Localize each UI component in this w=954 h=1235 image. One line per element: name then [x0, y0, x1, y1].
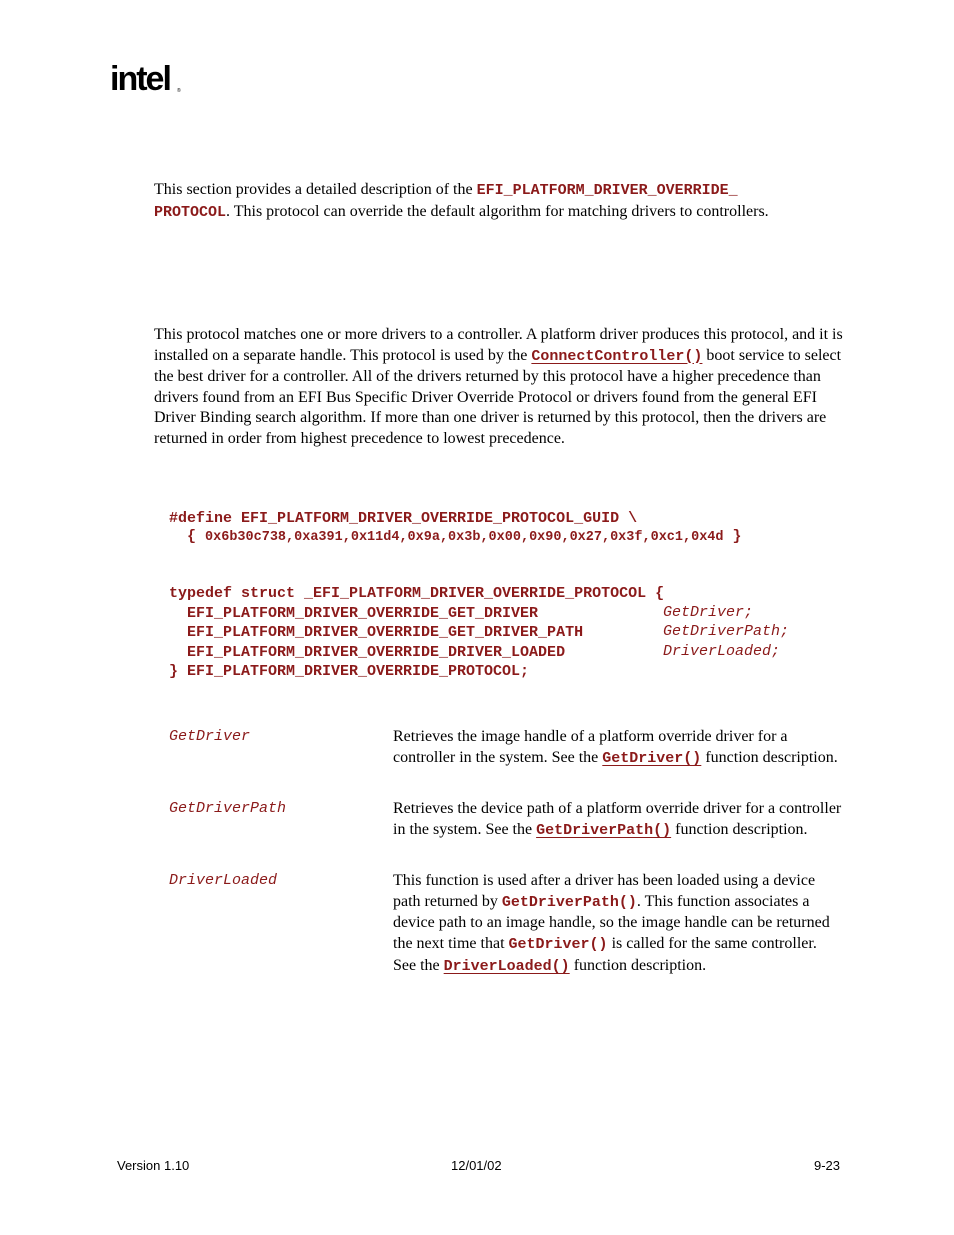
struct-member-name: GetDriver; — [663, 604, 754, 621]
svg-text:®: ® — [177, 88, 181, 94]
param-desc-text: function description. — [701, 748, 838, 766]
intro-text-end: . This protocol can override the default algorithm for matching drivers to controllers. — [226, 202, 769, 220]
getdriverpath-code: GetDriverPath() — [501, 893, 637, 911]
param-desc-getdriver — [393, 727, 843, 769]
summary-text-end: boot service to select the best driver for a controller. All of the drivers returned by this protocol have a higher precedence than drivers found from an EFI Bus Specific Driver Override Protocol or drivers found from the general EFI Driver Binding search algorithm. If more than one driver is returned by this protocol, then the drivers are returned in order from highest precedence to lowest precedence. — [154, 346, 842, 447]
getdriver-link[interactable]: GetDriver() — [602, 749, 702, 767]
param-desc-getdriverpath — [393, 799, 843, 841]
param-term-driverloaded: DriverLoaded — [169, 872, 278, 889]
footer-page-number: 9-23 — [814, 1158, 841, 1173]
summary-paragraph — [154, 325, 854, 449]
param-term-getdriverpath: GetDriverPath — [169, 800, 287, 817]
guid-close-brace: } — [723, 528, 742, 545]
svg-text:intel: intel — [110, 60, 170, 98]
param-desc-driverloaded — [393, 871, 843, 978]
param-term-getdriver: GetDriver — [169, 728, 251, 745]
guid-open-brace: { — [169, 528, 206, 545]
struct-member-name: DriverLoaded; — [663, 643, 781, 660]
struct-close-line: } EFI_PLATFORM_DRIVER_OVERRIDE_PROTOCOL; — [169, 663, 530, 680]
summary-text: This protocol matches one or more drivers to a controller. A platform driver produces this protocol, and it is installed on a separate handle. This protocol is used by the — [154, 326, 843, 364]
guid-define-line: #define EFI_PLATFORM_DRIVER_OVERRIDE_PROTOCOL_GUID \ — [169, 510, 638, 527]
guid-values: 0x6b30c738,0xa391,0x11d4,0x9a,0x3b,0x00,0x90,0x27,0x3f,0xc1,0x4d — [205, 530, 724, 545]
intro-text: This section provides a detailed description of the — [154, 181, 477, 198]
driverloaded-link[interactable]: DriverLoaded() — [443, 957, 570, 975]
guid-values-line — [169, 527, 742, 548]
param-desc-text: . This function associates a device path to an image handle, so the image handle can be returned the next time that — [393, 892, 830, 953]
intro-paragraph — [154, 180, 854, 223]
param-desc-text: is called for the same controller. See the — [393, 935, 817, 974]
struct-member-name: GetDriverPath; — [663, 623, 790, 640]
getdriverpath-link[interactable]: GetDriverPath() — [536, 821, 672, 839]
footer-version: Version 1.10 — [117, 1158, 190, 1173]
footer-date: 12/01/02 — [451, 1158, 502, 1173]
param-desc-text: function description. — [569, 956, 707, 974]
getdriver-code: GetDriver() — [508, 936, 608, 954]
param-desc-text: This function is used after a driver has been loaded using a device path returned by — [393, 872, 816, 910]
intel-logo — [110, 58, 182, 105]
protocol-name-part2: PROTOCOL — [154, 203, 227, 221]
param-desc-text: function description. — [671, 820, 808, 838]
connectcontroller-link[interactable]: ConnectController() — [531, 347, 703, 365]
struct-member-type: EFI_PLATFORM_DRIVER_OVERRIDE_GET_DRIVER_PATH — [169, 624, 584, 641]
param-desc-text: Retrieves the image handle of a platform override driver for a controller in the system. See the — [393, 728, 788, 766]
struct-typedef-line: typedef struct _EFI_PLATFORM_DRIVER_OVERRIDE_PROTOCOL { — [169, 585, 665, 602]
struct-member-type: EFI_PLATFORM_DRIVER_OVERRIDE_DRIVER_LOADED — [169, 644, 566, 661]
protocol-name-part1: EFI_PLATFORM_DRIVER_OVERRIDE_ — [476, 182, 738, 199]
struct-member-type: EFI_PLATFORM_DRIVER_OVERRIDE_GET_DRIVER — [169, 605, 539, 622]
param-desc-text: Retrieves the device path of a platform override driver for a controller in the system. See the — [393, 800, 842, 838]
